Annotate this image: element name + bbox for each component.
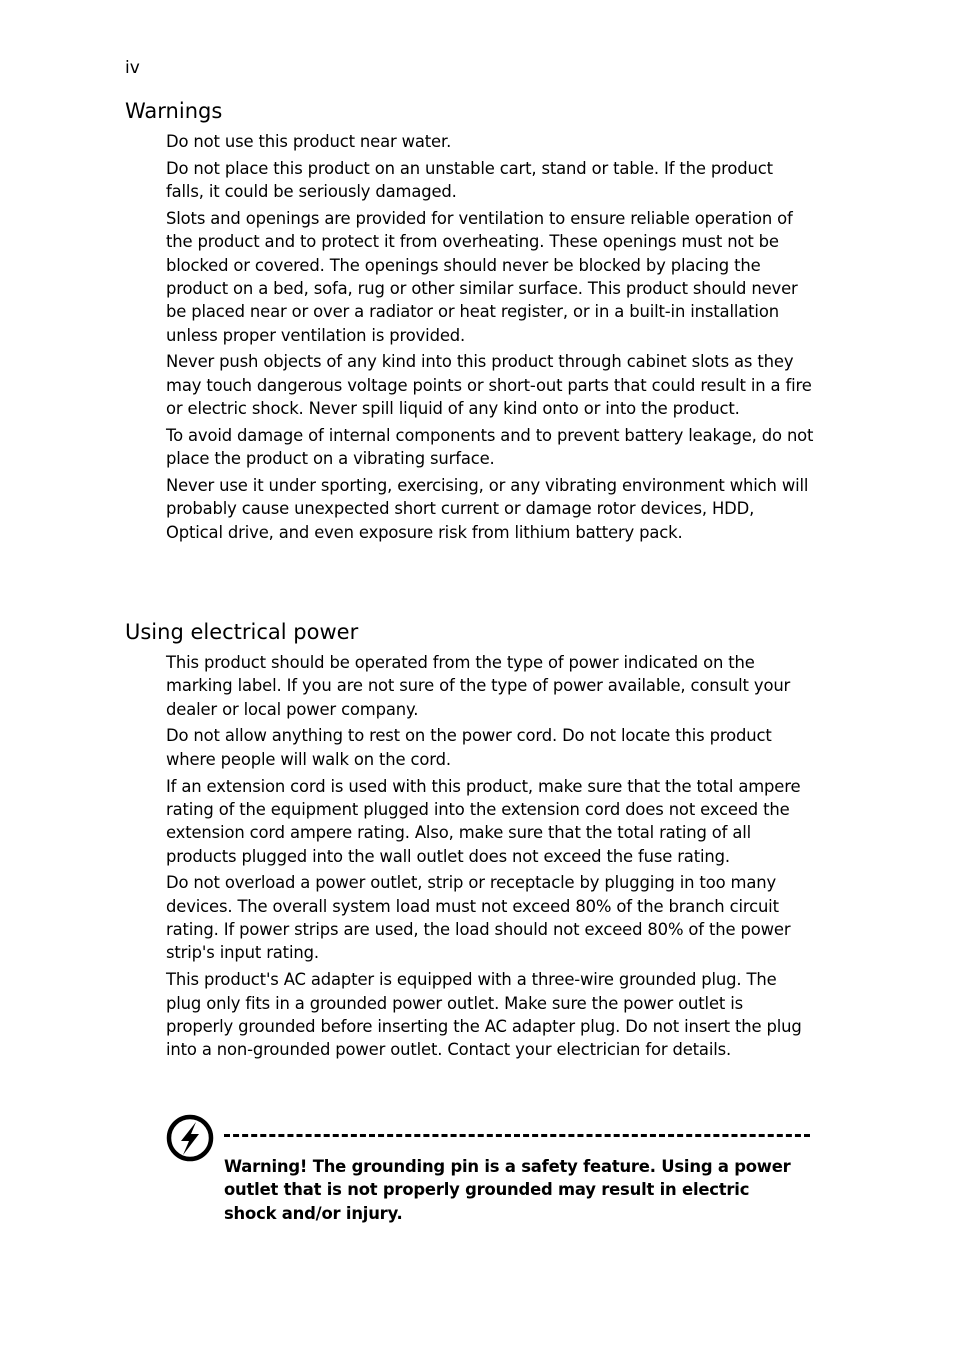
paragraph: Never use it under sporting, exercising, or any vibrating environment which will probably cause unexpected short current or damage rotor devices, HDD, Optical drive, and even exposure risk from lithium battery pack. <box>166 476 809 542</box>
paragraph: Do not place this product on an unstable cart, stand or table. If the product falls, it could be seriously damaged. <box>166 158 773 202</box>
warning-text: Warning! The grounding pin is a safety feature. Using a power outlet that is not properly grounded may result in electric shock and/or injury. <box>224 1157 791 1223</box>
paragraph: Slots and openings are provided for ventilation to ensure reliable operation of the product and to protect it from overheating. These openings must not be blocked or covered. The openings should never be blocked by placing the product on a bed, sofa, rug or other similar surface. This product should never be placed near or over a radiator or heat register, or in a built-in installation unless proper ventilation is provided. <box>166 209 798 345</box>
section-heading-warnings: Warnings <box>125 99 223 123</box>
paragraph: To avoid damage of internal components and to prevent battery leakage, do not place the product on a vibrating surface. <box>166 425 814 469</box>
lightning-warning-icon <box>166 1114 214 1162</box>
paragraph: Do not overload a power outlet, strip or receptacle by plugging in too many devices. The overall system load must not exceed 80% of the branch circuit rating. If power strips are used, the load should not exceed 80% of the power strip's input rating. <box>166 873 791 963</box>
paragraph: Do not allow anything to rest on the power cord. Do not locate this product where people will walk on the cord. <box>166 726 772 769</box>
electrical-power-paragraphs <box>166 651 814 1065</box>
paragraph: This product should be operated from the type of power indicated on the marking label. If you are not sure of the type of power available, consult your dealer or local power company. <box>166 653 791 719</box>
paragraph: Do not use this product near water. <box>166 132 452 151</box>
page-number: iv <box>125 58 140 78</box>
paragraph: If an extension cord is used with this product, make sure that the total ampere rating of the equipment plugged into the extension cord does not exceed the extension cord ampere rating. Also, make sure that the total rating of all products plugged into the wall outlet does not exceed the fuse rating. <box>166 776 801 866</box>
warning-divider <box>224 1134 810 1137</box>
grounding-warning-note <box>166 1112 814 1232</box>
warnings-paragraphs <box>166 130 814 548</box>
section-heading-electrical-power: Using electrical power <box>125 620 359 644</box>
paragraph: This product's AC adapter is equipped with a three-wire grounded plug. The plug only fits in a grounded power outlet. Make sure the power outlet is properly grounded before inserting the AC adapter plug. Do not insert the plug into a non-grounded power outlet. Contact your electrician for details. <box>166 970 802 1060</box>
paragraph: Never push objects of any kind into this product through cabinet slots as they may touch dangerous voltage points or short-out parts that could result in a fire or electric shock. Never spill liquid of any kind onto or into the product. <box>166 352 812 419</box>
